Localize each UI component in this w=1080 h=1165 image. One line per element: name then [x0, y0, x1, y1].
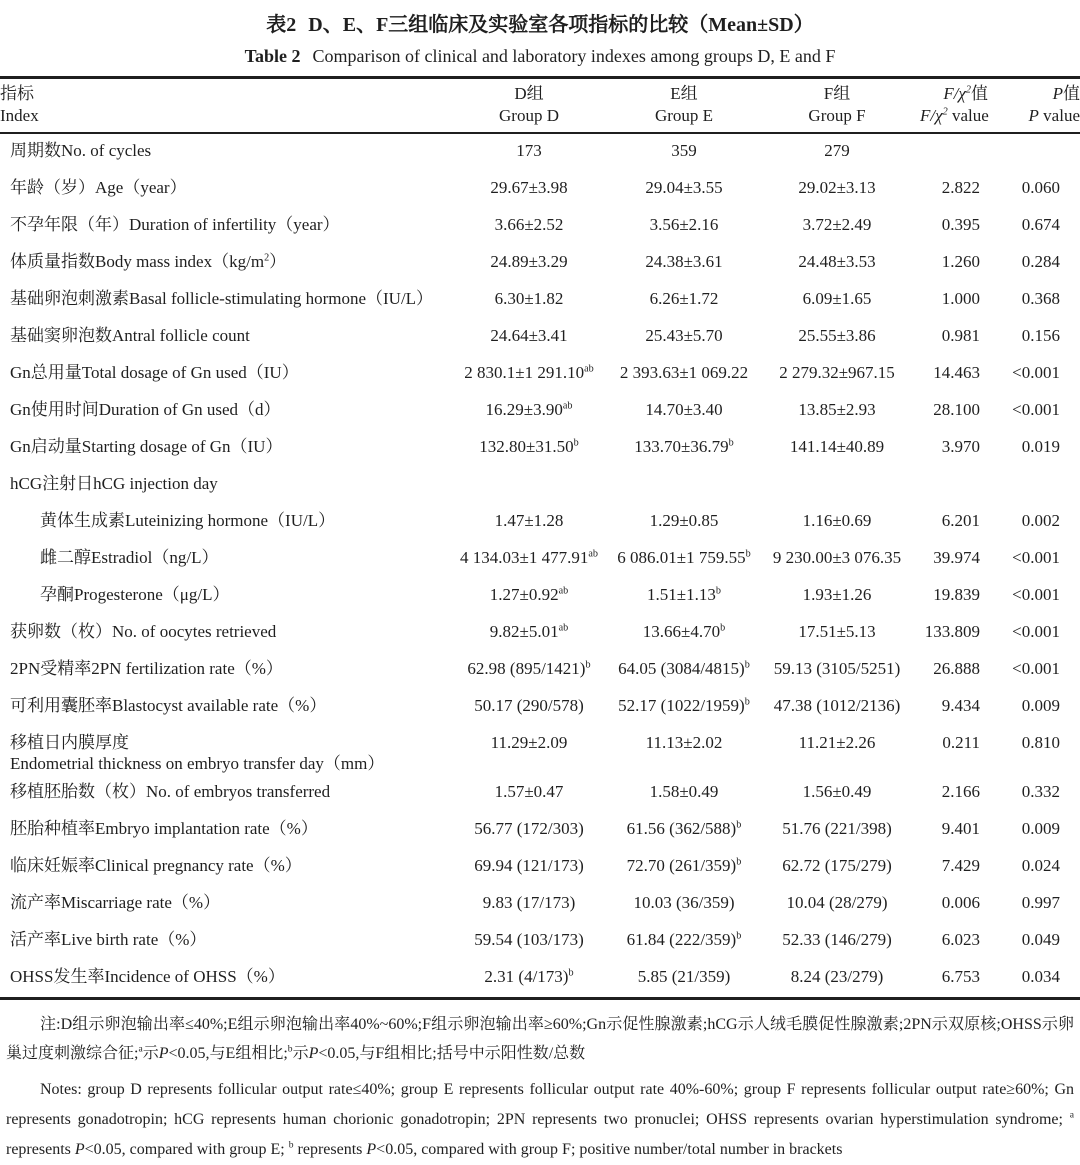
cell-group-e: 1.51±1.13$^b$ [647, 585, 721, 604]
cell-p-value: <0.001 [1012, 400, 1060, 419]
header-row [0, 78, 1080, 134]
row-label: 不孕年限（年）Duration of infertility（year） [10, 215, 340, 234]
cell-group-e: 1.29±0.85 [649, 511, 719, 530]
table-row [0, 726, 1080, 775]
cell-f-chi2: 6.201 [941, 511, 980, 530]
table-row [0, 923, 1080, 960]
cell-group-e: 1.58±0.49 [649, 782, 719, 801]
cell-group-d: 29.67±3.98 [490, 178, 568, 197]
cell-group-f: 9 230.00±3 076.35 [772, 548, 902, 567]
table-number-en: Table 2 [244, 46, 301, 66]
row-label: 黄体生成素Luteinizing hormone（IU/L） [40, 511, 336, 530]
cell-group-e: 11.13±2.02 [645, 733, 723, 752]
cell-group-f: 51.76 (221/398) [782, 819, 892, 838]
table-row [0, 467, 1080, 504]
cell-group-f: 1.16±0.69 [802, 511, 872, 530]
cell-f-chi2: 3.970 [941, 437, 980, 456]
cell-p-value: 0.810 [1021, 733, 1060, 752]
cell-p-value: 0.156 [1021, 326, 1060, 345]
table-row [0, 578, 1080, 615]
row-label: hCG注射日hCG injection day [10, 474, 218, 493]
cell-f-chi2 [920, 133, 988, 171]
cell-p-value: 0.049 [1021, 930, 1060, 949]
cell-f-chi2: 19.839 [933, 585, 980, 604]
row-label: 基础窦卵泡数Antral follicle count [10, 326, 250, 345]
header-group-e [614, 78, 754, 134]
table-row [0, 812, 1080, 849]
cell-p-value: 0.019 [1021, 437, 1060, 456]
row-label: 周期数No. of cycles [10, 141, 152, 160]
row-label: 基础卵泡刺激素Basal follicle-stimulating hormone（IU/L） [10, 289, 434, 308]
row-label: 获卵数（枚）No. of oocytes retrieved [10, 622, 277, 641]
table-row [0, 245, 1080, 282]
table-row [0, 430, 1080, 467]
cell-p-value: 0.332 [1021, 782, 1060, 801]
cell-p-value: 0.024 [1021, 856, 1060, 875]
table-row [0, 541, 1080, 578]
cell-f-chi2: 39.974 [933, 548, 980, 567]
row-label: 移植胚胎数（枚）No. of embryos transferred [10, 782, 331, 801]
table-row [0, 319, 1080, 356]
row-label: 胚胎种植率Embryo implantation rate（%） [10, 819, 318, 838]
table-row [0, 393, 1080, 430]
cell-group-f: 1.56±0.49 [802, 782, 872, 801]
row-label: Gn启动量Starting dosage of Gn（IU） [10, 437, 283, 456]
cell-group-e: 61.84 $(222/359)^b$ [626, 930, 742, 949]
table-row [0, 171, 1080, 208]
note-zh: 注:D组示卵泡输出率≤40%;E组示卵泡输出率40%~60%;F组示卵泡输出率≥60%;Gn示促性腺激素;hCG示人绒毛膜促性腺激素;2PN示双原核;OHSS示卵巢过度刺激综合征;$^a$示P<0.05,与E组相比;$^b$示P<0.05,与F组相比;括号中示阳性数/总数 [6, 1016, 1074, 1062]
table-number-zh: 表2 [266, 14, 297, 36]
cell-group-e: 3.56±2.16 [649, 215, 719, 234]
cell-f-chi2: 6.023 [941, 930, 980, 949]
cell-p-value: 0.284 [1021, 252, 1060, 271]
cell-f-chi2: 7.429 [941, 856, 980, 875]
row-label: 移植日内膜厚度 Endometrial thickness on embryo transfer day（mm） [10, 733, 385, 773]
cell-group-f: 13.85±2.93 [798, 400, 876, 419]
cell-group-e: 10.03 (36/359) [633, 893, 735, 912]
table-row [0, 652, 1080, 689]
row-label: 临床妊娠率Clinical pregnancy rate（%） [10, 856, 302, 875]
cell-group-f: 141.14±40.89 [789, 437, 885, 456]
cell-f-chi2: 133.809 [924, 622, 980, 641]
cell-group-d: 11.29±2.09 [490, 733, 568, 752]
comparison-table [0, 76, 1080, 1000]
cell-group-e: 359 [671, 141, 697, 160]
cell-group-d: 16.29±3.90$^{ab}$ [485, 400, 573, 419]
cell-group-d: 24.89±3.29 [490, 252, 568, 271]
cell-f-chi2 [920, 467, 988, 504]
cell-p-value: 0.060 [1021, 178, 1060, 197]
cell-p-value: 0.009 [1021, 819, 1060, 838]
cell-group-d: 3.66±2.52 [494, 215, 564, 234]
row-label: Gn总用量Total dosage of Gn used（IU） [10, 363, 299, 382]
table-body [0, 133, 1080, 999]
cell-group-f: 59.13 (3105/5251) [773, 659, 901, 678]
header-group-f-en: Group F [808, 106, 866, 125]
cell-group-e: 61.56 $(362/588)^b$ [626, 819, 742, 838]
cell-group-d: 1.47±1.28 [494, 511, 564, 530]
row-label: 年龄（岁）Age（year） [10, 178, 187, 197]
cell-f-chi2: 9.401 [941, 819, 980, 838]
cell-group-f: 52.33 (146/279) [782, 930, 892, 949]
table-row [0, 615, 1080, 652]
header-f-chi2-zh: $F/\chi^2$值 [943, 84, 988, 103]
cell-group-d: 6.30±1.82 [494, 289, 564, 308]
header-index [0, 78, 444, 134]
cell-group-e: 14.70±3.40 [645, 400, 723, 419]
cell-group-e: 29.04±3.55 [645, 178, 723, 197]
cell-f-chi2: 1.260 [941, 252, 980, 271]
row-label: 体质量指数Body mass $index(kg/m^2)$ [10, 252, 287, 271]
cell-f-chi2: 0.211 [942, 733, 980, 752]
cell-group-e: 6 086.01±1 759.55$^b$ [617, 548, 751, 567]
cell-group-d: 1.27±0.92$^{ab}$ [489, 585, 569, 604]
cell-group-f: 62.72 (175/279) [782, 856, 892, 875]
header-p-zh: P值 [1052, 84, 1080, 103]
table-row [0, 849, 1080, 886]
cell-group-e: 133.70±36.79$^b$ [634, 437, 734, 456]
cell-group-d: 9.82±5.01$^{ab}$ [489, 622, 569, 641]
cell-group-e: 24.38±3.61 [645, 252, 723, 271]
table-row [0, 208, 1080, 245]
table-title-text-en: Comparison of clinical and laboratory indexes among groups D, E and F [312, 46, 836, 66]
row-label: Gn使用时间Duration of Gn used（d） [10, 400, 281, 419]
cell-group-e [614, 467, 754, 504]
cell-group-f: 279 [824, 141, 850, 160]
cell-f-chi2: 0.006 [941, 893, 980, 912]
cell-f-chi2: 26.888 [933, 659, 980, 678]
cell-group-f: 8.24 (23/279) [790, 967, 884, 986]
header-p-en: P value [1028, 106, 1080, 125]
table-header [0, 78, 1080, 134]
row-label: 活产率Live birth rate（%） [10, 930, 207, 949]
cell-group-d: 59.54 (103/173) [474, 930, 584, 949]
cell-group-f: 17.51±5.13 [798, 622, 876, 641]
cell-p-value: 0.002 [1021, 511, 1060, 530]
cell-group-f: 3.72±2.49 [802, 215, 872, 234]
cell-group-d: 2 830.1±1 291.10$^{ab}$ [464, 363, 594, 382]
row-label: 流产率Miscarriage rate（%） [10, 893, 221, 912]
cell-group-d: 50.17 (290/578) [474, 696, 584, 715]
page-title-zh [0, 0, 1080, 37]
cell-p-value: <0.001 [1012, 585, 1060, 604]
cell-p-value [988, 467, 1080, 504]
cell-f-chi2: 0.395 [941, 215, 980, 234]
header-group-f-zh: F组 [823, 84, 851, 103]
cell-group-e: 64.05 $(3084/4815)^b$ [618, 659, 750, 678]
cell-group-d: 4 134.03±1 477.91$^{ab}$ [460, 548, 598, 567]
cell-group-d: 132.80±31.50$^b$ [479, 437, 579, 456]
cell-group-d [444, 467, 614, 504]
cell-group-f [754, 467, 920, 504]
page-title-en [0, 45, 1080, 67]
header-group-d-zh: D组 [514, 84, 544, 103]
header-p-value [988, 78, 1080, 134]
table-row [0, 282, 1080, 319]
header-group-f [754, 78, 920, 134]
header-group-d [444, 78, 614, 134]
cell-group-d: 1.57±0.47 [494, 782, 564, 801]
cell-f-chi2: 14.463 [933, 363, 980, 382]
cell-f-chi2: 0.981 [941, 326, 980, 345]
note-en: Notes: group D represents follicular output rate≤40%; group E represents follicular output rate 40%-60%; group F represents follicular output rate≥60%; Gn represents gonadotropin; hCG represents human chorionic gonadotropin; 2PN represents two pronuclei; OHSS represents ovarian hyperstimulation syndrome; $^a$ represents P<0.05, compared with group E; $^b$ represents P<0.05, compared with group F; positive number/total number in brackets [6, 1081, 1074, 1158]
cell-group-e: 6.26±1.72 [649, 289, 719, 308]
cell-group-d: 24.64±3.41 [490, 326, 568, 345]
cell-group-f: 24.48±3.53 [798, 252, 876, 271]
header-f-chi2-en: $F/\chi^2$ value [920, 106, 989, 125]
cell-group-e: 5.85 (21/359) [637, 967, 731, 986]
cell-p-value: 0.368 [1021, 289, 1060, 308]
cell-f-chi2: 9.434 [941, 696, 980, 715]
cell-p-value: <0.001 [1012, 548, 1060, 567]
cell-group-e: 72.70 $(261/359)^b$ [626, 856, 742, 875]
cell-group-e: 52.17 $(1022/1959)^b$ [618, 696, 750, 715]
cell-group-d: 9.83 (17/173) [482, 893, 576, 912]
cell-group-f: 10.04 (28/279) [786, 893, 888, 912]
cell-f-chi2: 2.822 [941, 178, 980, 197]
table-row [0, 886, 1080, 923]
cell-p-value: 0.997 [1021, 893, 1060, 912]
cell-p-value: 0.034 [1021, 967, 1060, 986]
cell-p-value: <0.001 [1012, 659, 1060, 678]
cell-group-d: 56.77 (172/303) [474, 819, 584, 838]
table-row [0, 504, 1080, 541]
cell-p-value [988, 133, 1080, 171]
cell-group-f: 1.93±1.26 [802, 585, 872, 604]
cell-f-chi2: 6.753 [941, 967, 980, 986]
row-label: 雌二醇Estradiol（ng/L） [40, 548, 219, 567]
table-row [0, 775, 1080, 812]
cell-group-e: 13.66±4.70$^b$ [642, 622, 726, 641]
cell-p-value: <0.001 [1012, 363, 1060, 382]
header-index-zh: 指标 [0, 84, 34, 103]
header-group-e-zh: E组 [670, 84, 698, 103]
cell-group-f: 29.02±3.13 [798, 178, 876, 197]
row-label: 孕酮Progesterone（μg/L） [40, 585, 230, 604]
cell-group-f: 47.38 (1012/2136) [773, 696, 901, 715]
cell-group-d: 62.98 $(895/1421)^b$ [467, 659, 591, 678]
cell-f-chi2: 1.000 [941, 289, 980, 308]
header-group-e-en: Group E [654, 106, 714, 125]
table-row [0, 960, 1080, 999]
cell-f-chi2: 28.100 [933, 400, 980, 419]
cell-p-value: 0.674 [1021, 215, 1060, 234]
row-label: OHSS发生率Incidence of OHSS（%） [10, 967, 285, 986]
table-row [0, 133, 1080, 171]
table-notes [0, 1000, 1080, 1165]
row-label: 可利用囊胚率Blastocyst available rate（%） [10, 696, 327, 715]
cell-group-f: 25.55±3.86 [798, 326, 876, 345]
header-f-chi2-value [920, 78, 988, 134]
table-row [0, 356, 1080, 393]
cell-group-f: 11.21±2.26 [798, 733, 876, 752]
cell-p-value: <0.001 [1012, 622, 1060, 641]
cell-group-d: 2.31 $(4/173)^b$ [484, 967, 574, 986]
row-label: 2PN受精率2PN fertilization rate（%） [10, 659, 283, 678]
cell-group-f: 6.09±1.65 [802, 289, 872, 308]
header-index-en: Index [0, 106, 39, 125]
table-row [0, 689, 1080, 726]
cell-group-e: 2 393.63±1 069.22 [619, 363, 749, 382]
cell-group-e: 25.43±5.70 [645, 326, 723, 345]
table-title-text-zh: D、E、F三组临床及实验室各项指标的比较（Mean±SD） [308, 14, 814, 36]
cell-group-f: 2 279.32±967.15 [779, 363, 895, 382]
cell-p-value: 0.009 [1021, 696, 1060, 715]
cell-group-d: 69.94 (121/173) [474, 856, 584, 875]
cell-f-chi2: 2.166 [941, 782, 980, 801]
cell-group-d: 173 [516, 141, 542, 160]
header-group-d-en: Group D [499, 106, 559, 125]
